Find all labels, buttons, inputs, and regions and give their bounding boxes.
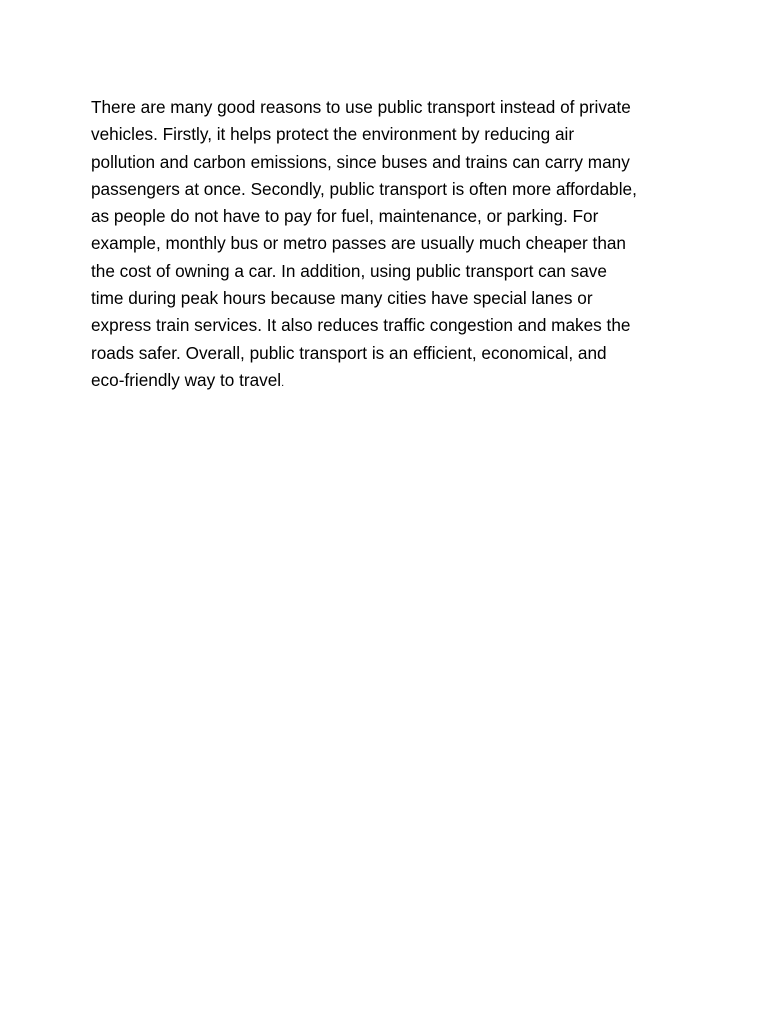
paragraph-line-11: [91, 367, 681, 397]
paragraph-line-10: roads safer. Overall, public transport is an efficient, economical, and: [91, 342, 607, 363]
paragraph-line-2: vehicles. Firstly, it helps protect the environment by reducing air: [91, 124, 575, 145]
paragraph-line-1: There are many good reasons to use public transport instead of private: [91, 97, 631, 117]
paragraph-line-11-text: eco-friendly way to travel: [91, 369, 282, 390]
final-period: .: [281, 376, 285, 389]
paragraph-line-4: passengers at once. Secondly, public transport is often more affordable,: [91, 178, 637, 199]
essay-paragraph: [91, 94, 681, 397]
paragraph-line-3: pollution and carbon emissions, since buses and trains can carry many: [91, 151, 630, 172]
paragraph-line-6: example, monthly bus or metro passes are usually much cheaper than: [91, 233, 626, 254]
paragraph-line-7: the cost of owning a car. In addition, using public transport can save: [91, 260, 607, 281]
paragraph-line-5: as people do not have to pay for fuel, maintenance, or parking. For: [91, 206, 599, 227]
paragraph-line-9: express train services. It also reduces traffic congestion and makes the: [91, 315, 631, 336]
paragraph-line-8: time during peak hours because many cities have special lanes or: [91, 288, 593, 309]
